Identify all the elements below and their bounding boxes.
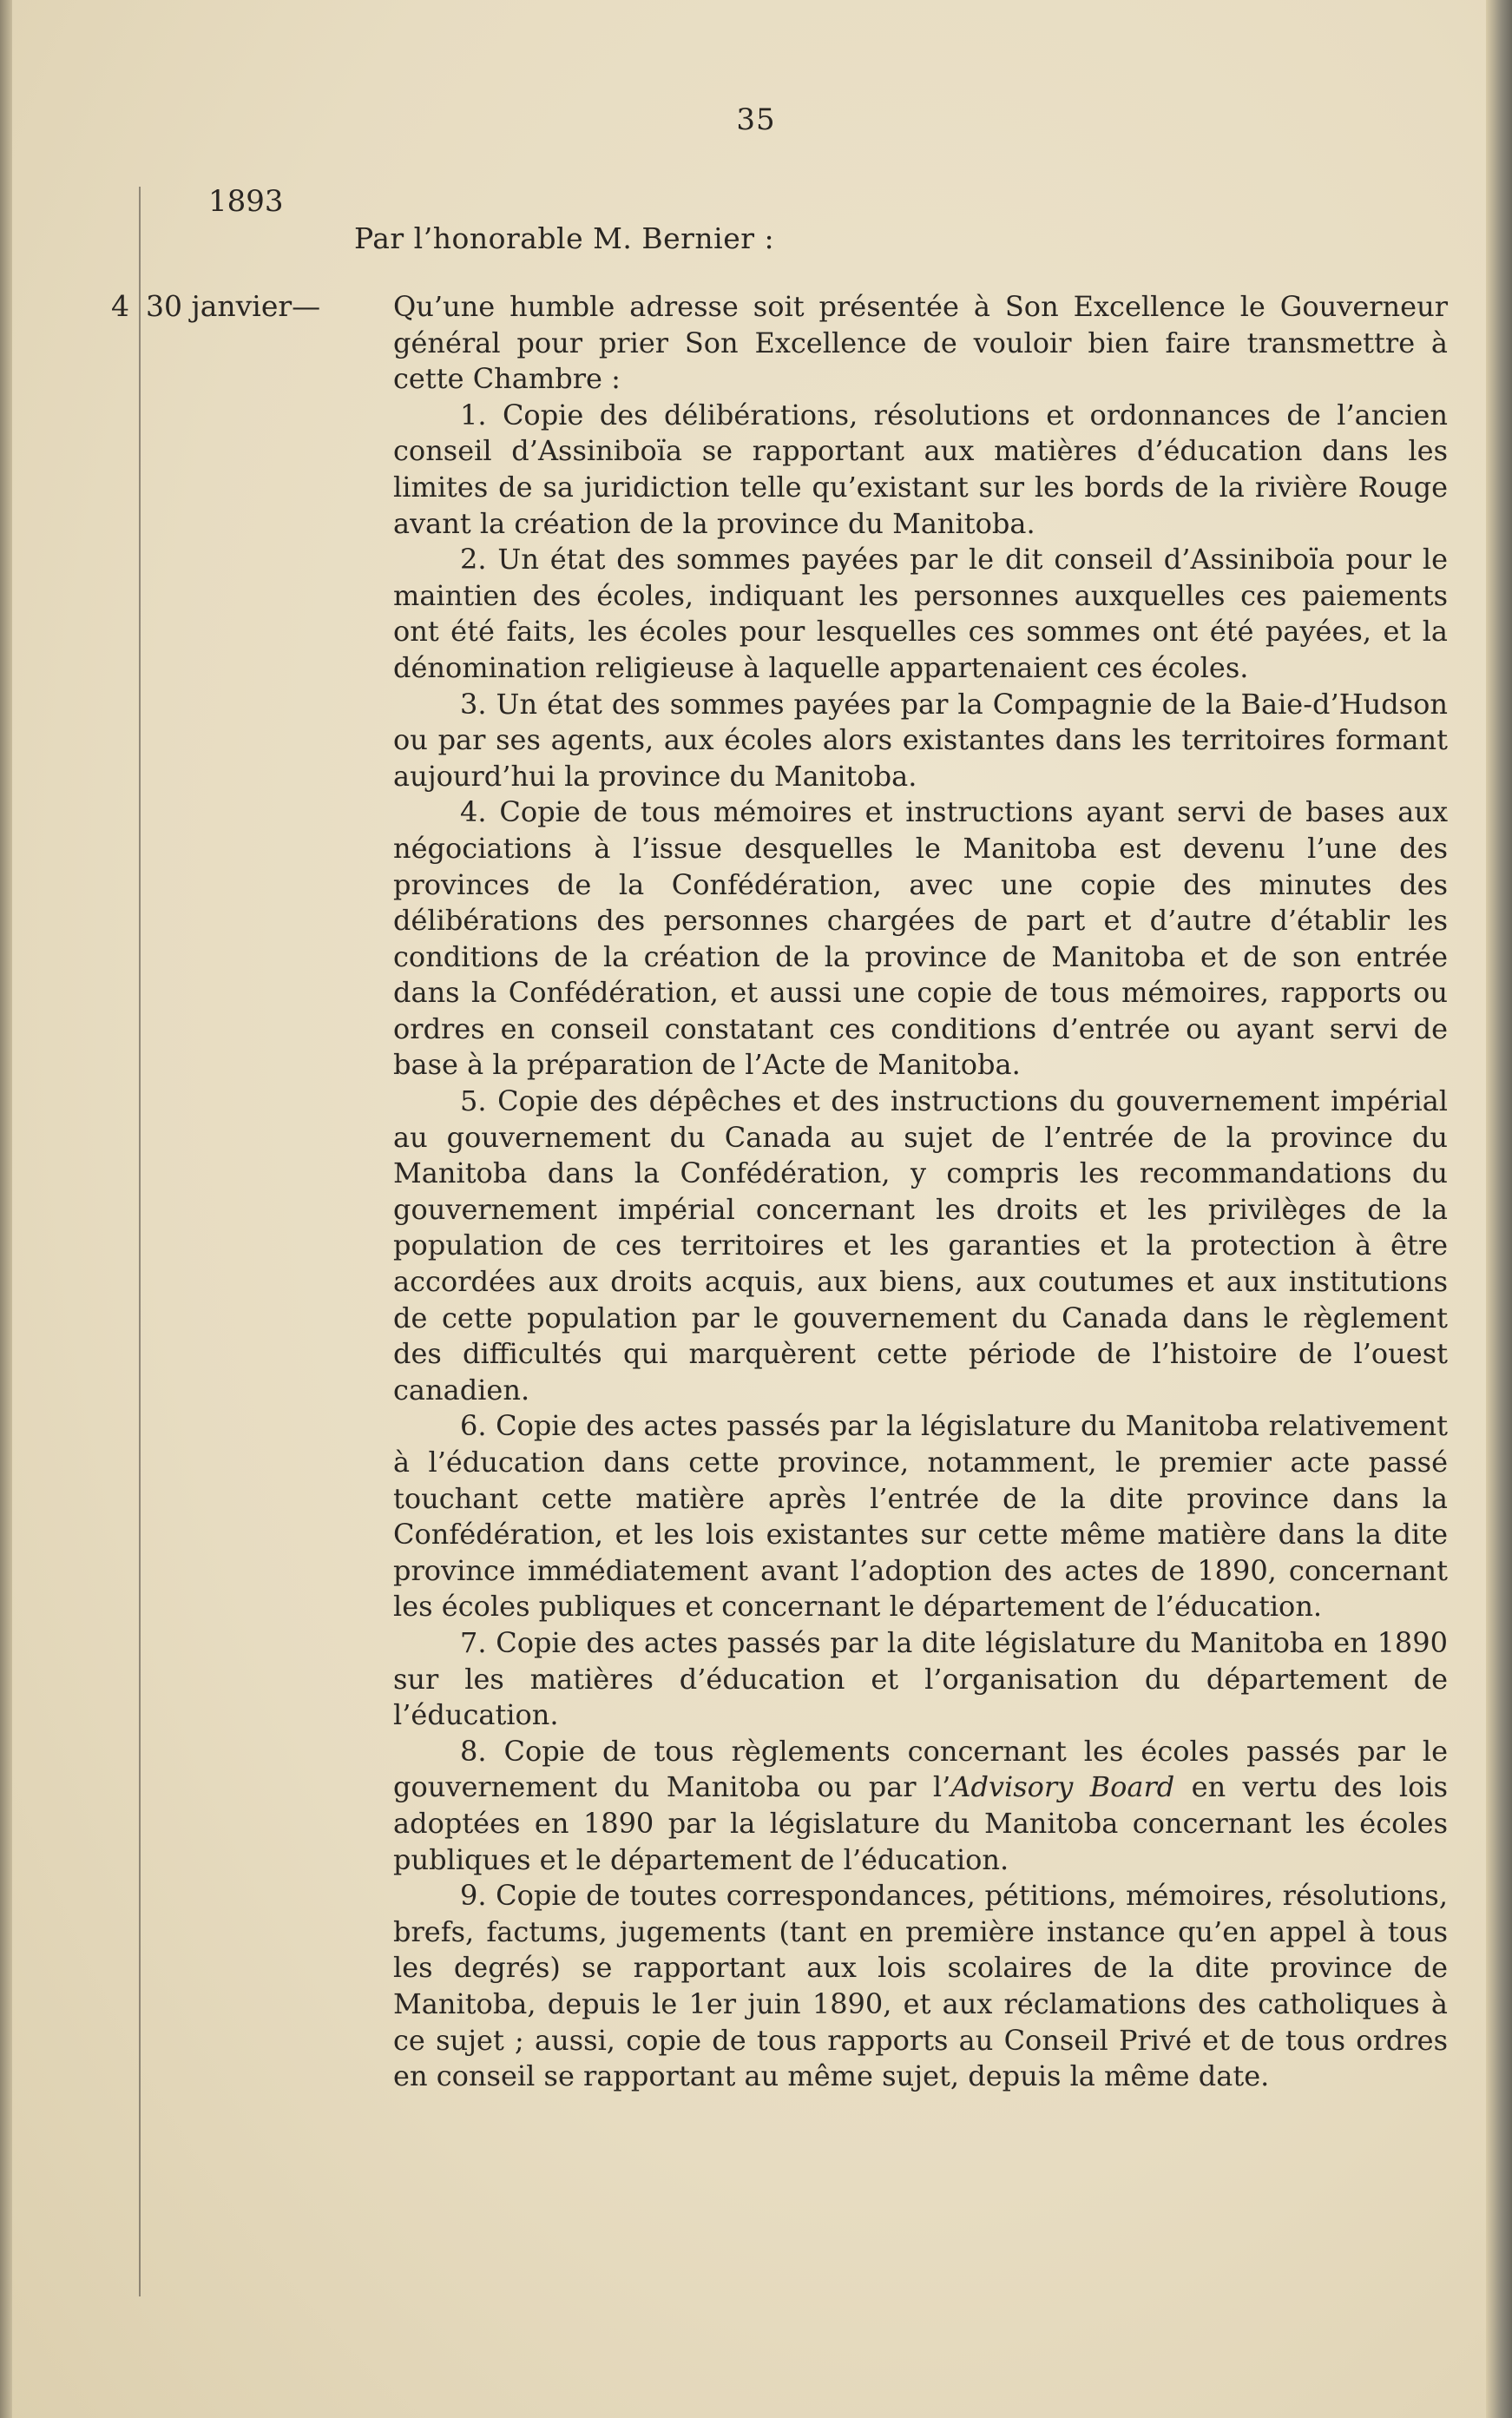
item-3: 3. Un état des sommes payées par la Compagnie de la Baie-d’Hudson ou par ses agents, aux écoles alors existantes dans les territoires formant aujourd’hui la province du Manitoba. xyxy=(393,687,1448,793)
item-1: 1. Copie des délibérations, résolutions et ordonnances de l’ancien conseil d’Assiniboïa se rapportant aux matières d’éducation dans les limites de sa juridiction telle qu’existant sur les bords de la rivière Rouge avant la création de la province du Manitoba. xyxy=(393,398,1448,540)
intro-paragraph: Qu’une humble adresse soit présentée à Son Excellence le Gouverneur général pour prier Son Excellence de vouloir bien faire transmettre à cette Chambre : xyxy=(393,290,1448,396)
page-left-edge xyxy=(0,0,12,2418)
item-8-text-after: en vertu des lois adoptées en 1890 par la législature du Manitoba concernant les écoles publiques et le département de l’éducation. xyxy=(393,1770,1449,1876)
entry-date: 30 janvier— xyxy=(146,289,321,323)
page-number: 35 xyxy=(736,102,776,137)
entry-number: 4 xyxy=(111,289,129,323)
item-8 xyxy=(393,1734,1448,1878)
item-8-text-before: 8. Copie de tous règlements concernant les écoles passés par le gouvernement du Manitoba ou par l’ xyxy=(393,1734,1448,1804)
item-7: 7. Copie des actes passés par la dite législature du Manitoba en 1890 sur les matières d’éducation et l’organisation du département de l’éducation. xyxy=(393,1625,1448,1732)
item-5: 5. Copie des dépêches et des instructions du gouvernement impérial au gouvernement du Canada au sujet de l’entrée de la province du Manitoba dans la Confédération, y compris les recommandations du gouvernement impérial concernant les droits et les privilèges de la population de ces territoires et les garanties et la protection à être accordées aux droits acquis, aux biens, aux coutumes et aux institutions de cette population par le gouvernement du Canada dans le règlement des difficultés qui marquèrent cette période de l’histoire de l’ouest canadien. xyxy=(393,1084,1448,1407)
address-body xyxy=(393,289,1448,2095)
byline: Par l’honorable M. Bernier : xyxy=(354,221,775,255)
margin-year: 1893 xyxy=(208,184,284,219)
item-4: 4. Copie de tous mémoires et instructions ayant servi de bases aux négociations à l’issue desquelles le Manitoba est devenu l’une des provinces de la Confédération, avec une copie des minutes des délibérations des personnes chargées de part et d’autre d’établir les conditions de la création de la province de Manitoba et de son entrée dans la Confédération, et aussi une copie de tous mémoires, rapports ou ordres en conseil constatant ces conditions d’entrée ou ayant servi de base à la préparation de l’Acte de Manitoba. xyxy=(393,795,1448,1082)
item-6: 6. Copie des actes passés par la législature du Manitoba relativement à l’éducation dans cette province, notamment, le premier acte passé touchant cette matière après l’entrée de la dite province dans la Confédération, et les lois existantes sur cette même matière dans la dite province immédiatement avant l’adoption des actes de 1890, concernant les écoles publiques et concernant le département de l’éducation. xyxy=(393,1409,1448,1624)
item-8-italic: Advisory Board xyxy=(950,1770,1175,1804)
page-right-edge xyxy=(1486,0,1512,2418)
margin-rule xyxy=(139,187,141,2296)
item-9: 9. Copie de toutes correspondances, pétitions, mémoires, résolutions, brefs, factums, jugements (tant en première instance qu’en appel à tous les degrés) se rapportant aux lois scolaires de la dite province de Manitoba, depuis le 1er juin 1890, et aux réclamations des catholiques à ce sujet ; aussi, copie de tous rapports au Conseil Privé et de tous ordres en conseil se rapportant au même sujet, depuis la même date. xyxy=(393,1879,1448,2093)
item-2: 2. Un état des sommes payées par le dit conseil d’Assiniboïa pour le maintien des écoles, indiquant les personnes auxquelles ces paiements ont été faits, les écoles pour lesquelles ces sommes ont été payées, et la dénomination religieuse à laquelle appartenaient ces écoles. xyxy=(393,543,1448,684)
